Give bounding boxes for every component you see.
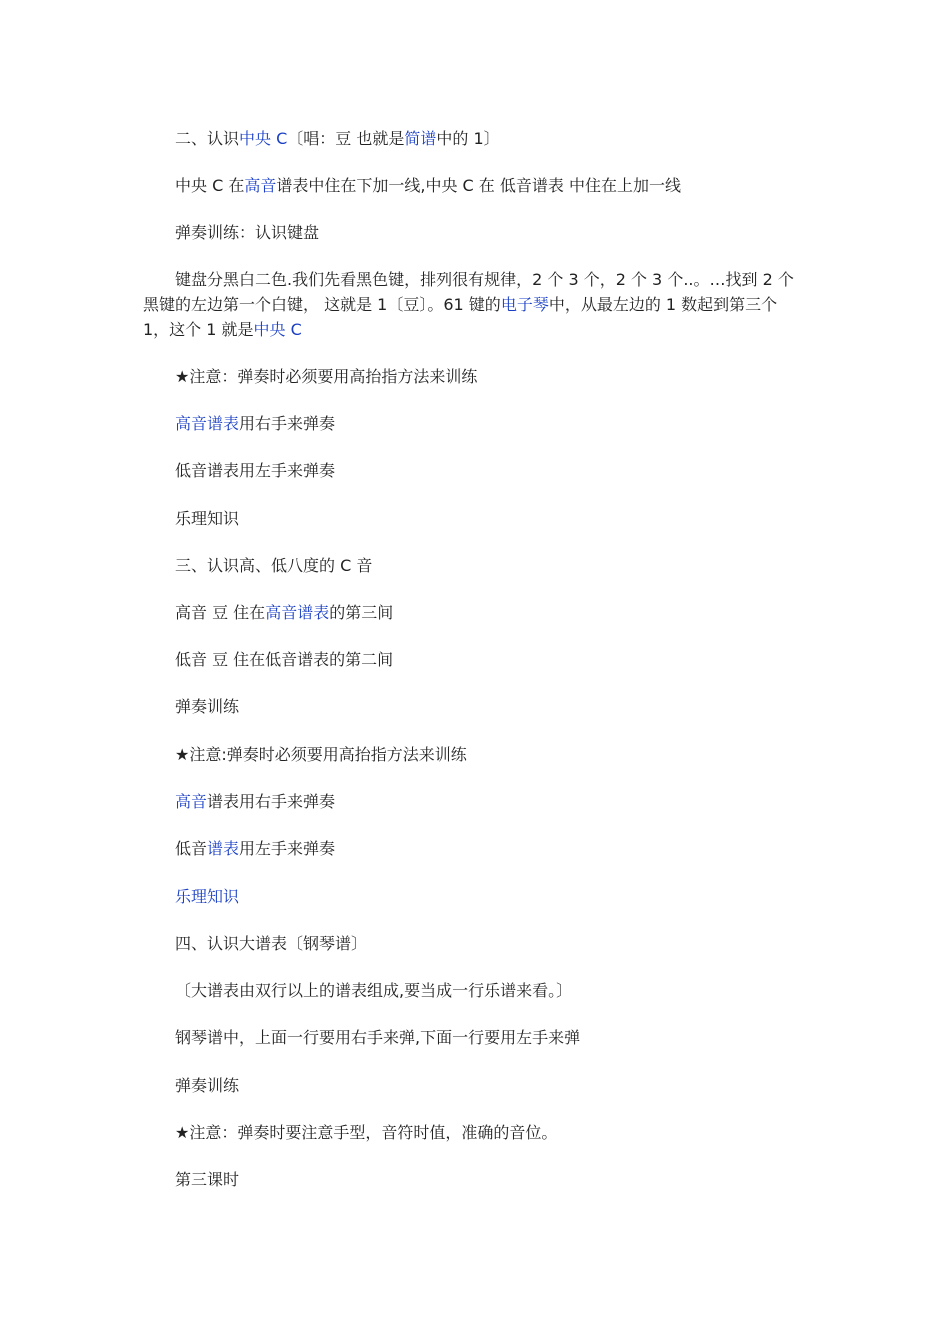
hyperlink[interactable]: 高音谱表 <box>265 603 330 622</box>
hyperlink[interactable]: 高音 <box>244 176 277 195</box>
text-segment: 的第三间 <box>329 603 394 622</box>
paragraph-low-c-position <box>143 647 803 672</box>
text-segment: 中，从最左边的 1 数起到第三个 1，这个 1 就是 <box>143 295 778 339</box>
text-segment: 弹奏训练：认识键盘 <box>175 223 320 242</box>
note-hand-shape <box>143 1120 803 1145</box>
hyperlink[interactable]: 中央 C <box>239 129 288 148</box>
text-segment: 高音 豆 住在 <box>175 603 266 622</box>
note-high-finger-method <box>143 364 803 389</box>
link-music-theory <box>143 884 803 909</box>
text-segment: 第三课时 <box>175 1170 240 1189</box>
text-segment: 乐理知识 <box>175 509 240 528</box>
text-segment: 〔大谱表由双行以上的谱表组成,要当成一行乐谱来看。〕 <box>175 981 573 1000</box>
paragraph-lesson-three <box>143 1167 803 1192</box>
text-segment: 用右手来弹奏 <box>239 414 336 433</box>
hyperlink[interactable]: 高音谱表 <box>175 414 240 433</box>
text-segment: ★注意：弹奏时要注意手型，音符时值，准确的音位。 <box>175 1123 558 1142</box>
text-segment: 中央 C 在 <box>175 176 245 195</box>
paragraph-music-theory <box>143 506 803 531</box>
paragraph-practice <box>143 694 803 719</box>
paragraph-piano-score-hands <box>143 1025 803 1050</box>
text-segment: 中的 1〕 <box>436 129 500 148</box>
text-segment: 低音谱表用左手来弹奏 <box>175 461 336 480</box>
text-segment: 谱表中住在下加一线,中央 C 在 低音谱表 中住在上加一线 <box>276 176 681 195</box>
paragraph-grand-staff-definition <box>143 978 803 1003</box>
paragraph-bass-left-hand <box>143 458 803 483</box>
text-segment: 低音 豆 住在低音谱表的第二间 <box>175 650 394 669</box>
paragraph-middle-c-position <box>143 173 803 198</box>
hyperlink[interactable]: 谱表 <box>207 839 240 858</box>
text-segment: 低音 <box>175 839 208 858</box>
paragraph-keyboard-description <box>143 267 803 342</box>
text-segment: 弹奏训练 <box>175 1076 240 1095</box>
paragraph-bass-left-hand-2 <box>143 836 803 861</box>
text-segment: 弹奏训练 <box>175 697 240 716</box>
section-heading-grand-staff <box>143 931 803 956</box>
paragraph-treble-right-hand-2 <box>143 789 803 814</box>
paragraph-practice-keyboard <box>143 220 803 245</box>
text-segment: ★注意:弹奏时必须要用高抬指方法来训练 <box>175 745 467 764</box>
hyperlink[interactable]: 高音 <box>175 792 208 811</box>
text-segment: 〔唱：豆 也就是 <box>287 129 405 148</box>
text-segment: 用左手来弹奏 <box>239 839 336 858</box>
hyperlink[interactable]: 中央 C <box>253 320 302 339</box>
text-segment: 二、认识 <box>175 129 240 148</box>
text-segment: 谱表用右手来弹奏 <box>207 792 336 811</box>
hyperlink[interactable]: 简谱 <box>404 129 437 148</box>
hyperlink[interactable]: 乐理知识 <box>175 887 240 906</box>
text-segment: 四、认识大谱表〔钢琴谱〕 <box>175 934 368 953</box>
paragraph-treble-right-hand <box>143 411 803 436</box>
section-heading-octave-c <box>143 553 803 578</box>
section-heading-middle-c <box>143 126 803 151</box>
paragraph-high-c-position <box>143 600 803 625</box>
text-segment: 三、认识高、低八度的 C 音 <box>175 556 373 575</box>
text-segment: 键盘分黑白二色.我们先看黑色键，排列很有规律，2 个 3 个，2 个 3 个..。…找到 2 个黑键的左边第一个白键， 这就是 1〔豆〕。61 键的 <box>143 270 794 314</box>
hyperlink[interactable]: 电子琴 <box>500 295 549 314</box>
note-high-finger-method-2 <box>143 742 803 767</box>
paragraph-practice-2 <box>143 1073 803 1098</box>
text-segment: ★注意：弹奏时必须要用高抬指方法来训练 <box>175 367 478 386</box>
text-segment: 钢琴谱中，上面一行要用右手来弹,下面一行要用左手来弹 <box>175 1028 581 1047</box>
